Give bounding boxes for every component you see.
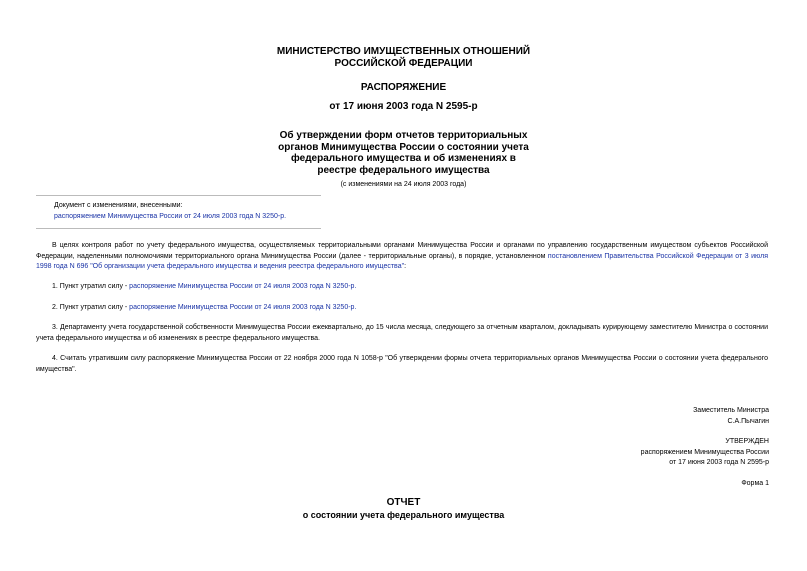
- signer-position: Заместитель Министра: [693, 407, 769, 414]
- intro-text: В целях контроля работ по учету федерального имущества, осуществляемых территориальными органами Минимущества России и органами по управлению государственным имуществом субъектов Российской Федерации, наделенными полномочиями территориального органа Минимущества России (далее - территориальные органы), в порядке, установленном: [36, 242, 768, 260]
- intro-end: :: [404, 263, 407, 270]
- item-1-link[interactable]: распоряжение Минимущества России от 24 июля 2003 года N 3250-р.: [129, 283, 357, 290]
- subject-line: Об утверждении форм отчетов территориальных: [279, 130, 528, 141]
- subject-line: федерального имущества и об изменениях в: [291, 153, 516, 164]
- report-title: ОТЧЕТ: [386, 497, 421, 508]
- changes-note: (с изменениями на 24 июля 2003 года): [340, 181, 467, 188]
- approval-block: [641, 437, 769, 469]
- item-1-text: 1. Пункт утратил силу -: [52, 283, 130, 290]
- changes-box: [54, 200, 286, 222]
- item-4: 4. Считать утратившим силу распоряжение Минимущества России от 22 ноября 2000 года N 1058-р "Об утверждении формы отчета территориальных органов Минимущества России о состоянии учета федерального имущества".: [36, 355, 768, 373]
- form-label: Форма 1: [741, 480, 769, 487]
- document-date: от 17 июня 2003 года N 2595-р: [329, 101, 478, 112]
- changes-label: Документ с изменениями, внесенными:: [54, 202, 183, 209]
- item-2-link[interactable]: распоряжение Минимущества России от 24 июля 2003 года N 3250-р.: [129, 304, 357, 311]
- subject-line: реестре федерального имущества: [317, 164, 490, 176]
- government-decree-link[interactable]: постановлением Правительства Российской Федерации от 3 июля 1998 года N 696 "Об организации учета федерального имущества и ведения реестра федерального имущества": [36, 252, 768, 270]
- item-3: 3. Департаменту учета государственной собственности Минимущества России ежеквартально, до 15 числа месяца, следующего за отчетным кварталом, докладывать курирующему заместителю Министра о состоянии учета федерального имущества и об изменениях в реестре федерального имущества.: [36, 324, 768, 342]
- item-1: [52, 282, 768, 293]
- document-type: РАСПОРЯЖЕНИЕ: [360, 82, 447, 93]
- changes-link[interactable]: распоряжением Минимущества России от 24 июля 2003 года N 3250-р.: [54, 213, 287, 220]
- divider: [36, 195, 321, 196]
- signature-block: [693, 406, 769, 427]
- item-2-text: 2. Пункт утратил силу -: [52, 304, 130, 311]
- ministry-name-line1: МИНИСТЕРСТВО ИМУЩЕСТВЕННЫХ ОТНОШЕНИЙ: [276, 46, 531, 57]
- approval-line: от 17 июня 2003 года N 2595-р: [669, 459, 769, 466]
- signer-name: С.А.Пычагин: [727, 417, 769, 425]
- item-2: [52, 303, 768, 314]
- ministry-name-line2: РОССИЙСКОЙ ФЕДЕРАЦИИ: [334, 58, 473, 69]
- document-subject: [0, 130, 807, 176]
- intro-paragraph: [36, 241, 768, 273]
- approval-line: УТВЕРЖДЕН: [725, 438, 769, 445]
- divider: [36, 228, 321, 229]
- approval-line: распоряжением Минимущества России: [640, 448, 769, 456]
- report-subtitle: о состоянии учета федерального имущества: [302, 510, 505, 520]
- subject-line: органов Минимущества России о состоянии учета: [278, 141, 529, 153]
